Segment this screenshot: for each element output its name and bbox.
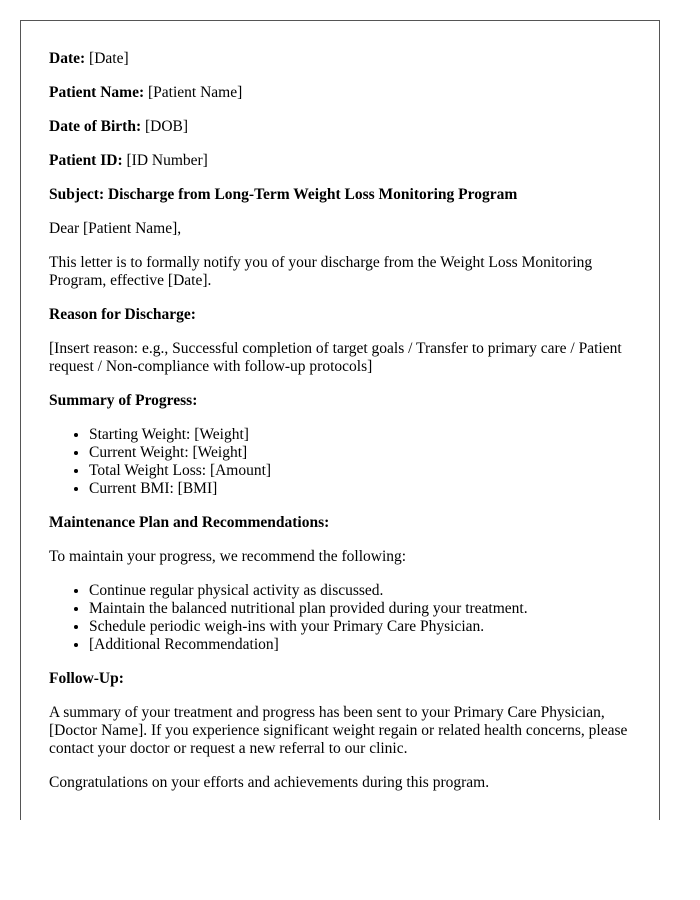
greeting: Dear [Patient Name], <box>49 220 182 237</box>
progress-heading-text: Summary of Progress: <box>49 392 198 409</box>
maintenance-heading-text: Maintenance Plan and Recommendations: <box>49 514 330 531</box>
maintenance-heading <box>49 514 631 532</box>
recommendations-list <box>49 582 631 654</box>
date-value: [Date] <box>89 50 129 67</box>
list-item: • Starting Weight: [Weight] <box>89 426 631 444</box>
dob-label: Date of Birth: <box>49 118 142 135</box>
closing-paragraph: Congratulations on your efforts and achievements during this program. <box>49 774 490 791</box>
progress-heading <box>49 392 631 410</box>
patient-name-label: Patient Name: <box>49 84 145 101</box>
dob-value: [DOB] <box>145 118 189 135</box>
list-item: • Total Weight Loss: [Amount] <box>89 462 631 480</box>
patient-id-line <box>49 152 631 170</box>
dob-line <box>49 118 631 136</box>
list-item: • Maintain the balanced nutritional plan provided during your treatment. <box>89 600 631 618</box>
patient-name-line <box>49 84 631 102</box>
list-item: • Schedule periodic weigh-ins with your Primary Care Physician. <box>89 618 631 636</box>
letter-body <box>21 21 659 792</box>
followup-heading <box>49 670 631 688</box>
list-item: • Current BMI: [BMI] <box>89 480 631 498</box>
letter-page <box>20 20 660 820</box>
reason-heading-text: Reason for Discharge: <box>49 306 196 323</box>
maintenance-intro: To maintain your progress, we recommend the following: <box>49 548 407 565</box>
reason-text: [Insert reason: e.g., Successful completion of target goals / Transfer to primary care / Patient request / Non-compliance with follow-up protocols] <box>49 340 622 375</box>
patient-name-value: [Patient Name] <box>148 84 243 101</box>
reason-heading <box>49 306 631 324</box>
subject-text: Subject: Discharge from Long-Term Weight Loss Monitoring Program <box>49 186 518 203</box>
list-item: • Continue regular physical activity as discussed. <box>89 582 631 600</box>
list-item: • Current Weight: [Weight] <box>89 444 631 462</box>
followup-heading-text: Follow-Up: <box>49 670 124 687</box>
intro-paragraph: This letter is to formally notify you of your discharge from the Weight Loss Monitoring Program, effective [Date]. <box>49 254 593 289</box>
list-item: • [Additional Recommendation] <box>89 636 631 654</box>
followup-text: A summary of your treatment and progress has been sent to your Primary Care Physician, [Doctor Name]. If you experience significant weight regain or related health concerns, please contact your doctor or request a new referral to our clinic. <box>49 704 628 757</box>
progress-list <box>49 426 631 498</box>
patient-id-label: Patient ID: <box>49 152 123 169</box>
subject-line <box>49 186 631 204</box>
date-label: Date: <box>49 50 86 67</box>
date-line <box>49 50 631 68</box>
patient-id-value: [ID Number] <box>126 152 208 169</box>
